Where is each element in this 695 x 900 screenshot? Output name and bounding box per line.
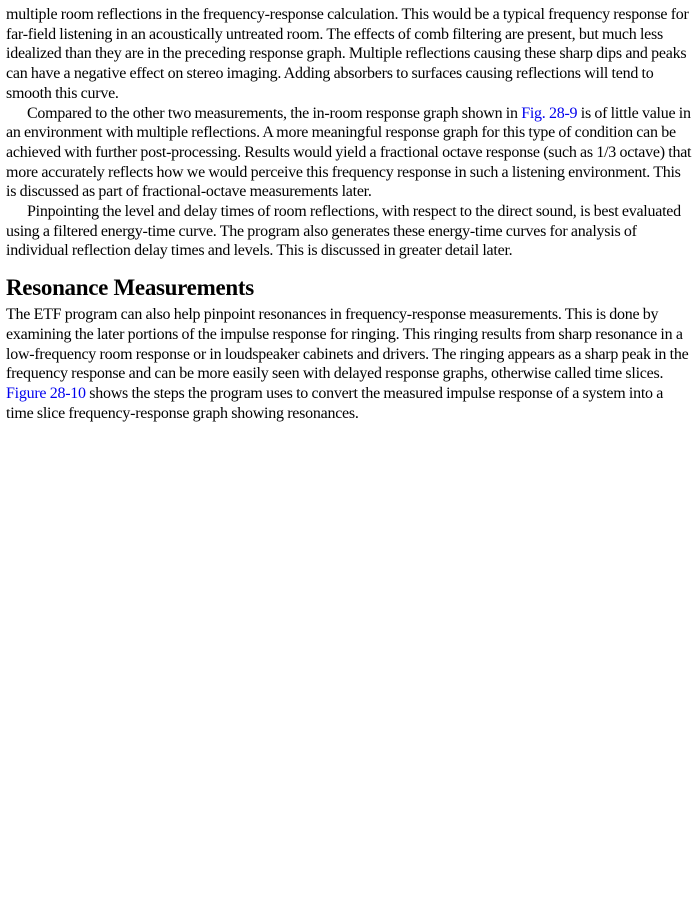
document-page — [6, 5, 692, 423]
figure-28-9-link[interactable]: Fig. 28-9 — [521, 104, 578, 122]
paragraph-resonance — [6, 305, 692, 423]
figure-28-10-link[interactable]: Figure 28-10 — [6, 384, 86, 402]
paragraph-text: The ETF program can also help pinpoint resonances in frequency-response measurements. This is done by examining the later portions of the impulse response for ringing. This ringing results from sharp resonance in a low-frequency room response or in loudspeaker cabinets and drivers. The ringing appears as a sharp peak in the frequency response and can be more easily seen with delayed response graphs, otherwise called time slices. — [6, 306, 689, 383]
paragraph-text: shows the steps the program uses to convert the measured impulse response of a system into a time slice frequency-response graph showing resonances. — [6, 384, 664, 422]
paragraph-comb-filtering: multiple room reflections in the frequency-response calculation. This would be a typical frequency response for far-field listening in an acoustically untreated room. The effects of comb filtering are present, but much less idealized than they are in the preceding response graph. Multiple reflections causing these sharp dips and peaks can have a negative effect on stereo imaging. Adding absorbers to surfaces causing reflections will tend to smooth this curve. — [6, 6, 689, 102]
paragraph-in-room-response — [6, 104, 692, 203]
paragraph-energy-time-curve: Pinpointing the level and delay times of room reflections, with respect to the direct sound, is best evaluated using a filtered energy-time curve. The program also generates these energy-time curves for analysis of individual reflection delay times and levels. This is discussed in greater detail later. — [6, 203, 681, 260]
paragraph-text: is of little value in an environment with multiple reflections. A more meaningful response graph for this type of condition can be achieved with further post-processing. Results would yield a fractional octave response (such as 1/3 octave) that more accurately reflects how we would perceive this frequency response in such a listening environment. This is discussed as part of fractional-octave measurements later. — [6, 104, 692, 201]
section-heading-resonance: Resonance Measurements — [6, 275, 254, 301]
paragraph-text: Compared to the other two measurements, the in-room response graph shown in — [27, 104, 522, 122]
